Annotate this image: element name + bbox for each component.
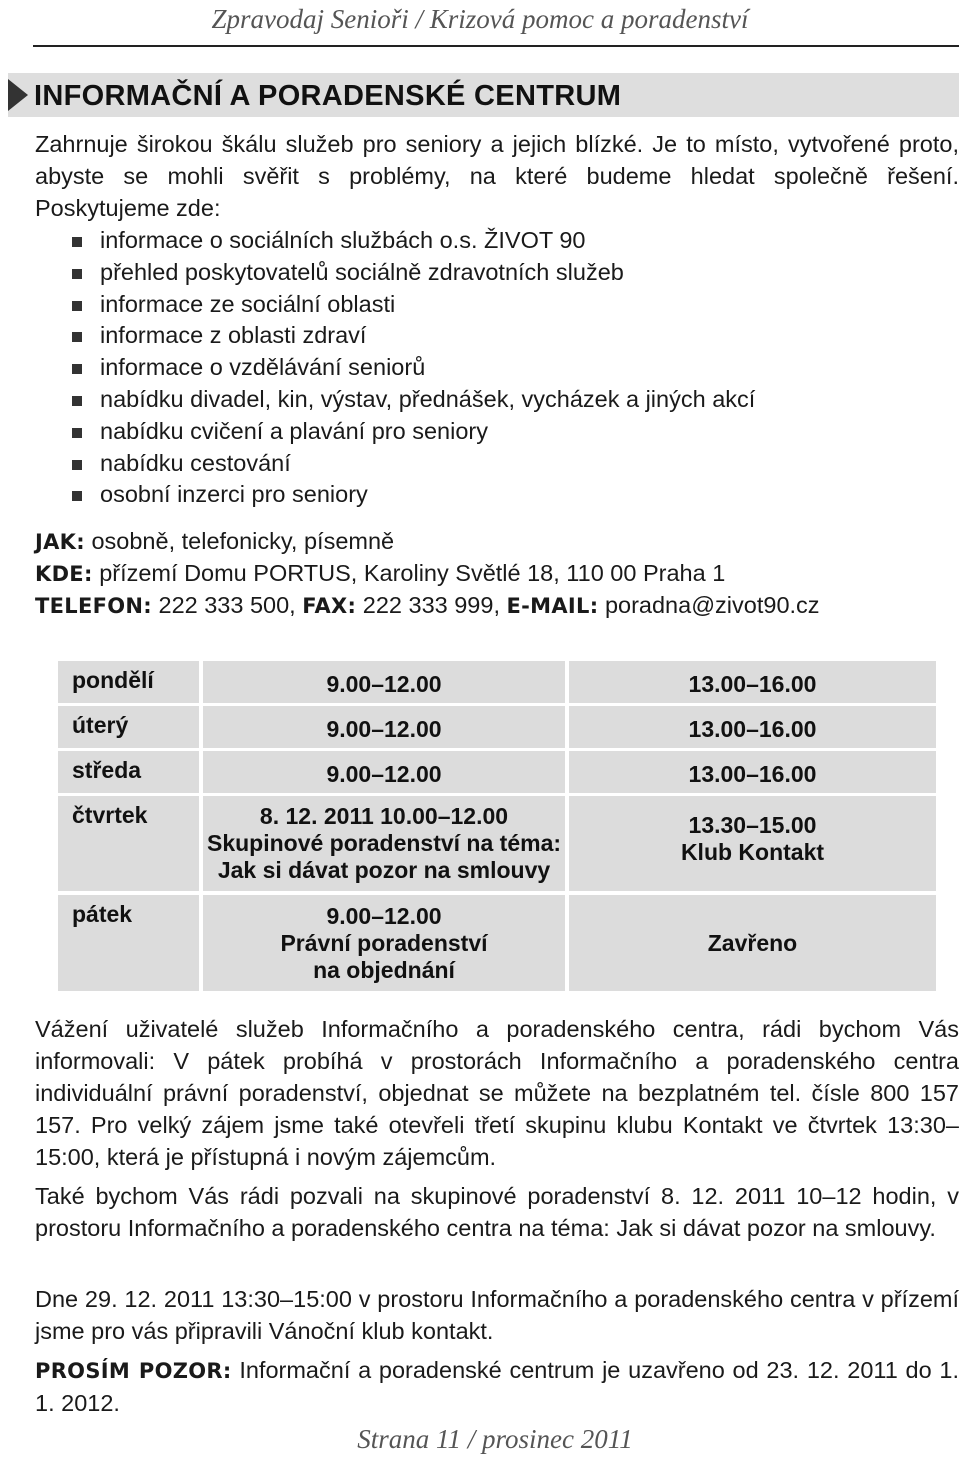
list-item: [72, 384, 755, 416]
list-item: [72, 448, 755, 480]
day-wednesday: středa: [58, 751, 199, 793]
tuesday-morning: 9.00–12.00: [203, 706, 565, 748]
list-item-text: nabídku cestování: [100, 449, 291, 476]
email-link[interactable]: poradna@zivot90.cz: [604, 591, 820, 618]
page-footer: Strana 11 / prosinec 2011: [357, 1424, 633, 1454]
contact-block: [35, 526, 959, 621]
list-item-text: nabídku cvičení a plavání pro seniory: [100, 417, 488, 444]
christmas-club-paragraph: Dne 29. 12. 2011 13:30–15:00 v prostoru Informačního a poradenského centra v přízemí jsme pro vás připravili Vánoční klub kontakt.: [35, 1286, 959, 1344]
header-rule: [33, 45, 959, 47]
day-tuesday: úterý: [58, 706, 199, 748]
square-bullet-icon: [72, 460, 82, 470]
phone-value: 222 333 500,: [158, 591, 296, 618]
how-label: JAK:: [35, 530, 85, 554]
running-head: Zpravodaj Senioři / Krizová pomoc a poradenství: [211, 4, 749, 34]
square-bullet-icon: [72, 269, 82, 279]
arrow-right-icon: [8, 79, 28, 111]
notice-text: Informační a poradenské centrum je uzavřeno od 23. 12. 2011 do 1. 1. 2012.: [35, 1357, 960, 1416]
list-item: [72, 257, 755, 289]
thursday-morning-topic-label: Skupinové poradenství na téma:: [206, 830, 562, 856]
square-bullet-icon: [72, 237, 82, 247]
closure-notice: [35, 1354, 959, 1419]
fax-label: FAX:: [302, 593, 357, 618]
friday-morning-time: 9.00–12.00: [326, 902, 442, 929]
list-item: [72, 416, 755, 448]
list-item-text: informace o sociálních službách o.s. ŽIVOT 90: [100, 227, 586, 253]
thursday-afternoon-club: Klub Kontakt: [680, 838, 825, 865]
tuesday-afternoon: 13.00–16.00: [569, 706, 936, 748]
thursday-morning-topic: Jak si dávat pozor na smlouvy: [217, 857, 551, 883]
list-item: [72, 320, 755, 352]
thursday-morning: [203, 796, 565, 891]
contact-how: [35, 526, 959, 558]
friday-morning-note: na objednání: [313, 956, 455, 983]
square-bullet-icon: [72, 332, 82, 342]
contact-where: [35, 558, 959, 590]
friday-morning-service: Právní poradenství: [280, 929, 488, 956]
list-item-text: osobní inzerci pro seniory: [100, 481, 368, 508]
wednesday-afternoon: 13.00–16.00: [569, 751, 936, 793]
list-item: [72, 352, 755, 384]
friday-morning: [203, 895, 565, 991]
services-list: [72, 225, 755, 511]
thursday-morning-time: 8. 12. 2011 10.00–12.00: [259, 803, 509, 829]
list-item-text: informace z oblasti zdraví: [100, 322, 367, 349]
list-item-text: přehled poskytovatelů sociálně zdravotních služeb: [100, 258, 624, 285]
square-bullet-icon: [72, 364, 82, 374]
list-item: [72, 225, 755, 257]
contact-phone-line: [35, 590, 959, 622]
list-item-text: informace ze sociální oblasti: [100, 290, 396, 317]
day-thursday: čtvrtek: [58, 796, 199, 891]
phone-label: TELEFON:: [35, 593, 152, 618]
where-label: KDE:: [35, 561, 93, 586]
notice-label: PROSÍM POZOR:: [35, 1359, 232, 1383]
fax-value: 222 333 999,: [362, 591, 500, 618]
email-label: E-MAIL:: [506, 593, 599, 618]
how-value: osobně, telefonicky, písemně: [91, 528, 395, 554]
invitation-paragraph: Také bychom Vás rádi pozvali na skupinové poradenství 8. 12. 2011 10–12 hodin, v prostoru Informačního a poradenského centra na téma: Jak si dávat pozor na smlouvy.: [35, 1183, 959, 1241]
list-item: [72, 289, 755, 321]
thursday-afternoon: [569, 796, 936, 891]
info-paragraph: Vážení uživatelé služeb Informačního a poradenského centra, rádi bychom Vás informovali: V pátek probíhá v prostorách Informačního a poradenského centra individuální právní poradenství, objednat se můžete na bezplatném tel. čísle 800 157 157. Pro velký zájem jsme také otevřeli třetí skupinu klubu Kontakt ve čtvrtek 13:30–15:00, která je přístupná i novým zájemcům.: [35, 1016, 959, 1170]
where-value: přízemí Domu PORTUS, Karoliny Světlé 18, 110 00 Praha 1: [99, 559, 726, 586]
friday-afternoon: Zavřeno: [569, 895, 936, 991]
opening-hours-table: [58, 661, 936, 991]
intro-paragraph: Zahrnuje širokou škálu služeb pro seniory a jejich blízké. Je to místo, vytvořené proto, abyste se mohli svěřit s problémy, na které budeme hledat společně řešení. Poskytujeme zde:: [35, 131, 959, 221]
section-title: INFORMAČNÍ A PORADENSKÉ CENTRUM: [34, 80, 622, 112]
wednesday-morning: 9.00–12.00: [203, 751, 565, 793]
square-bullet-icon: [72, 396, 82, 406]
monday-afternoon: 13.00–16.00: [569, 661, 936, 703]
square-bullet-icon: [72, 301, 82, 311]
monday-morning: 9.00–12.00: [203, 661, 565, 703]
list-item-text: nabídku divadel, kin, výstav, přednášek, vycházek a jiných akcí: [100, 385, 756, 412]
section-header: [8, 73, 959, 117]
day-monday: pondělí: [58, 661, 199, 703]
day-friday: pátek: [58, 895, 199, 991]
square-bullet-icon: [72, 428, 82, 438]
list-item-text: informace o vzdělávání seniorů: [100, 354, 426, 381]
list-item: [72, 479, 755, 511]
thursday-afternoon-time: 13.30–15.00: [688, 811, 817, 838]
square-bullet-icon: [72, 491, 82, 501]
